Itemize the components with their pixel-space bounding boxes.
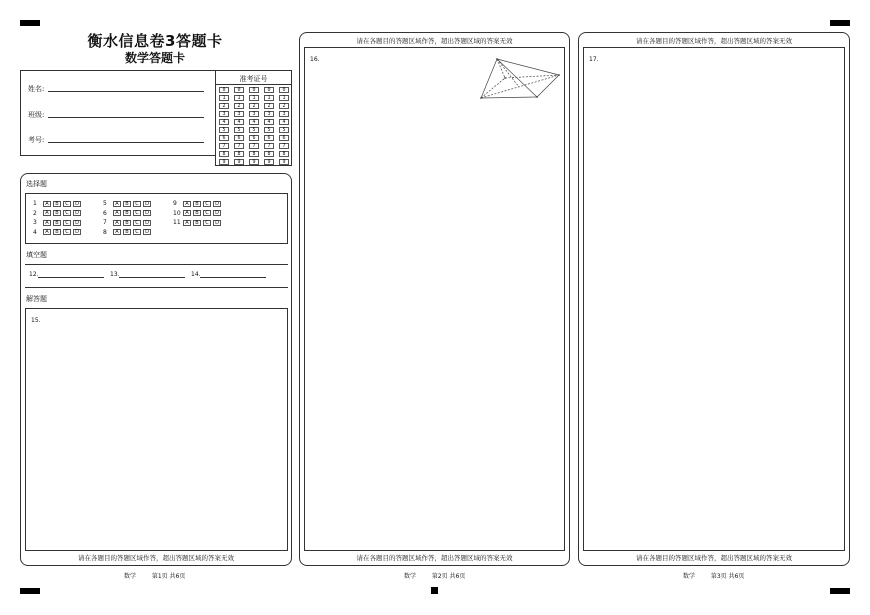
- choice-option-bubble[interactable]: D: [73, 220, 81, 226]
- choice-question-number: 10: [173, 209, 181, 217]
- choice-option-bubble[interactable]: A: [113, 210, 121, 216]
- ticket-digit-bubble[interactable]: 0: [234, 87, 244, 93]
- fill-q12-label: 12.: [29, 271, 39, 278]
- ticket-digit-bubble[interactable]: 7: [264, 143, 274, 149]
- ticket-digit-bubble[interactable]: 1: [249, 95, 259, 101]
- choice-option-bubble[interactable]: C: [63, 201, 71, 207]
- q17-answer-area[interactable]: [583, 47, 845, 551]
- ticket-digit-bubble[interactable]: 7: [279, 143, 289, 149]
- answer-panel-page2: [299, 32, 570, 566]
- choice-option-bubble[interactable]: B: [123, 220, 131, 226]
- ticket-digit-bubble[interactable]: 9: [279, 159, 289, 165]
- choice-option-bubble[interactable]: C: [133, 229, 141, 235]
- choice-option-bubble[interactable]: D: [143, 229, 151, 235]
- choice-option-bubble[interactable]: C: [63, 220, 71, 226]
- choice-question-number: 3: [33, 219, 37, 226]
- answer-panel-page3: [578, 32, 850, 566]
- choice-option-bubble[interactable]: A: [43, 201, 51, 207]
- footer-page2: [404, 571, 465, 580]
- ticket-title: 准考证号: [239, 75, 268, 83]
- choice-section-title: 选择题: [26, 180, 47, 188]
- choice-option-bubble[interactable]: B: [193, 201, 201, 207]
- footer-page: 第3页 共6页: [710, 573, 745, 580]
- choice-option-bubble[interactable]: C: [203, 210, 211, 216]
- ticket-digit-bubble[interactable]: 0: [264, 87, 274, 93]
- choice-option-bubble[interactable]: C: [133, 210, 141, 216]
- choice-question-number: 6: [103, 209, 107, 217]
- ticket-digit-bubble[interactable]: 2: [279, 103, 289, 109]
- choice-question-number: 9: [173, 200, 177, 207]
- q17-label: 17.: [589, 56, 599, 63]
- choice-option-bubble[interactable]: B: [123, 210, 131, 216]
- choice-option-bubble[interactable]: B: [53, 201, 61, 207]
- ticket-digit-bubble[interactable]: 3: [279, 111, 289, 117]
- choice-option-bubble[interactable]: A: [183, 201, 191, 207]
- pyramid-figure: [475, 53, 565, 103]
- ticket-digit-bubble[interactable]: 1: [279, 95, 289, 101]
- choice-question-row: [33, 219, 83, 227]
- choice-option-bubble[interactable]: D: [143, 220, 151, 226]
- fill-q14-label: 14.: [191, 271, 201, 278]
- choice-option-bubble[interactable]: A: [43, 220, 51, 226]
- ticket-digit-bubble[interactable]: 8: [219, 151, 229, 157]
- q16-answer-area[interactable]: [304, 47, 565, 551]
- ticket-digit-bubble[interactable]: 5: [234, 127, 244, 133]
- ticket-digit-bubble[interactable]: 9: [234, 159, 244, 165]
- ticket-digit-bubble[interactable]: 3: [234, 111, 244, 117]
- ticket-number-box: [215, 70, 292, 166]
- ticket-digit-bubble[interactable]: 0: [249, 87, 259, 93]
- choice-question-row: [33, 229, 83, 237]
- choice-option-bubble[interactable]: B: [193, 220, 201, 226]
- ticket-digit-bubble[interactable]: 8: [249, 151, 259, 157]
- notice-bottom-page3: 请在各题目的答题区域作答，超出答题区域的答案无效: [636, 554, 792, 562]
- notice-top-page2: 请在各题目的答题区域作答，超出答题区域的答案无效: [356, 37, 513, 45]
- ticket-digit-bubble[interactable]: 8: [264, 151, 274, 157]
- ticket-digit-bubble[interactable]: 2: [219, 103, 229, 109]
- choice-option-bubble[interactable]: A: [43, 229, 51, 235]
- ticket-digit-bubble[interactable]: 3: [249, 111, 259, 117]
- ticket-digit-bubble[interactable]: 6: [249, 135, 259, 141]
- fill-q13-label: 13.: [110, 271, 120, 278]
- ticket-digit-bubble[interactable]: 6: [279, 135, 289, 141]
- choice-question-number: 7: [103, 219, 107, 226]
- registration-mark: [830, 20, 850, 26]
- ticket-digit-bubble[interactable]: 5: [264, 127, 274, 133]
- class-label: 班级:: [28, 111, 45, 119]
- class-field[interactable]: [48, 117, 204, 118]
- ticket-digit-bubble[interactable]: 9: [219, 159, 229, 165]
- ticket-digit-bubble[interactable]: 0: [219, 87, 229, 93]
- footer-subject: 数学: [683, 573, 696, 580]
- choice-question-number: 8: [103, 228, 107, 236]
- name-field[interactable]: [48, 91, 204, 92]
- ticket-digit-bubble[interactable]: 7: [234, 143, 244, 149]
- ticket-digit-bubble[interactable]: 4: [219, 119, 229, 125]
- registration-mark: [20, 588, 40, 594]
- ticket-digit-bubble[interactable]: 5: [219, 127, 229, 133]
- solve-section-title: 解答题: [26, 295, 47, 303]
- ticket-digit-bubble[interactable]: 7: [249, 143, 259, 149]
- ticket-digit-bubble[interactable]: 3: [219, 111, 229, 117]
- choice-option-bubble[interactable]: D: [143, 201, 151, 207]
- ticket-digit-bubble[interactable]: 9: [249, 159, 259, 165]
- choice-box: [25, 193, 288, 244]
- ticket-digit-bubble[interactable]: 2: [249, 103, 259, 109]
- ticket-digit-bubble[interactable]: 1: [219, 95, 229, 101]
- choice-option-bubble[interactable]: A: [43, 210, 51, 216]
- ticket-digit-bubble[interactable]: 4: [249, 119, 259, 125]
- ticket-digit-bubble[interactable]: 4: [264, 119, 274, 125]
- exam-no-field[interactable]: [48, 142, 204, 143]
- choice-option-bubble[interactable]: D: [143, 210, 151, 216]
- choice-question-number: 5: [103, 200, 107, 207]
- ticket-digit-bubble[interactable]: 5: [279, 127, 289, 133]
- choice-question-number: 1: [33, 200, 37, 207]
- ticket-digit-bubble[interactable]: 3: [264, 111, 274, 117]
- choice-option-bubble[interactable]: C: [63, 229, 71, 235]
- choice-option-bubble[interactable]: B: [123, 229, 131, 235]
- registration-mark: [830, 588, 850, 594]
- ticket-digit-bubble[interactable]: 6: [234, 135, 244, 141]
- choice-option-bubble[interactable]: D: [213, 210, 221, 216]
- choice-option-bubble[interactable]: A: [113, 229, 121, 235]
- ticket-digit-bubble[interactable]: 2: [234, 103, 244, 109]
- choice-option-bubble[interactable]: B: [53, 210, 61, 216]
- choice-option-bubble[interactable]: C: [203, 220, 211, 226]
- choice-question-row: [103, 219, 153, 227]
- choice-option-bubble[interactable]: B: [193, 210, 201, 216]
- footer-subject: 数学: [124, 573, 137, 580]
- ticket-digit-bubble[interactable]: 8: [234, 151, 244, 157]
- notice-top-page3: 请在各题目的答题区域作答，超出答题区域的答案无效: [636, 37, 792, 45]
- footer-page1: [124, 571, 185, 580]
- fill-q13-field[interactable]: [119, 277, 185, 278]
- choice-question-row: [103, 210, 153, 218]
- choice-option-bubble[interactable]: C: [133, 220, 141, 226]
- footer-subject: 数学: [404, 573, 417, 580]
- choice-option-bubble[interactable]: C: [203, 201, 211, 207]
- footer-page: 第2页 共6页: [431, 573, 466, 580]
- sheet-subtitle: 数学答题卡: [124, 51, 185, 65]
- choice-option-bubble[interactable]: D: [213, 220, 221, 226]
- registration-mark: [20, 20, 40, 26]
- fill-q14-field[interactable]: [200, 277, 266, 278]
- answer-panel-page1: [20, 173, 292, 566]
- ticket-digit-bubble[interactable]: 6: [264, 135, 274, 141]
- choice-question-number: 2: [33, 209, 37, 217]
- choice-option-bubble[interactable]: D: [213, 201, 221, 207]
- choice-question-row: [173, 200, 223, 208]
- ticket-digit-bubble[interactable]: 0: [279, 87, 289, 93]
- ticket-digit-bubble[interactable]: 4: [279, 119, 289, 125]
- choice-question-row: [173, 219, 223, 227]
- choice-question-number: 11: [173, 219, 181, 226]
- sheet-title: 衡水信息卷3答题卡: [87, 32, 223, 50]
- ticket-digit-bubble[interactable]: 8: [279, 151, 289, 157]
- q15-label: 15.: [31, 317, 41, 324]
- ticket-digit-bubble[interactable]: 1: [264, 95, 274, 101]
- fill-section-title: 填空题: [26, 251, 47, 259]
- q16-label: 16.: [310, 56, 320, 63]
- registration-mark: [431, 587, 438, 594]
- choice-question-row: [173, 210, 223, 218]
- footer-page3: [683, 571, 744, 580]
- notice-bottom-page1: 请在各题目的答题区域作答，超出答题区域的答案无效: [78, 554, 234, 562]
- notice-bottom-page2: 请在各题目的答题区域作答，超出答题区域的答案无效: [356, 554, 513, 562]
- choice-option-bubble[interactable]: A: [113, 220, 121, 226]
- choice-option-bubble[interactable]: B: [53, 220, 61, 226]
- choice-option-bubble[interactable]: D: [73, 229, 81, 235]
- choice-option-bubble[interactable]: D: [73, 201, 81, 207]
- choice-option-bubble[interactable]: A: [113, 201, 121, 207]
- footer-page: 第1页 共6页: [151, 573, 186, 580]
- fill-q12-field[interactable]: [38, 277, 104, 278]
- ticket-digit-bubble[interactable]: 2: [264, 103, 274, 109]
- student-info-box: [20, 70, 216, 156]
- ticket-digit-bubble[interactable]: 9: [264, 159, 274, 165]
- choice-question-row: [103, 229, 153, 237]
- choice-option-bubble[interactable]: C: [63, 210, 71, 216]
- choice-option-bubble[interactable]: B: [53, 229, 61, 235]
- ticket-digit-bubble[interactable]: 4: [234, 119, 244, 125]
- choice-question-row: [103, 200, 153, 208]
- name-label: 姓名:: [28, 85, 45, 93]
- choice-option-bubble[interactable]: D: [73, 210, 81, 216]
- ticket-digit-bubble[interactable]: 1: [234, 95, 244, 101]
- choice-question-number: 4: [33, 228, 37, 236]
- ticket-digit-bubble[interactable]: 5: [249, 127, 259, 133]
- choice-question-row: [33, 210, 83, 218]
- exam-no-label: 考号:: [28, 136, 45, 144]
- ticket-digit-bubble[interactable]: 7: [219, 143, 229, 149]
- ticket-digit-bubble[interactable]: 6: [219, 135, 229, 141]
- choice-option-bubble[interactable]: B: [123, 201, 131, 207]
- choice-option-bubble[interactable]: A: [183, 210, 191, 216]
- q15-answer-area[interactable]: [25, 308, 288, 551]
- choice-question-row: [33, 200, 83, 208]
- choice-option-bubble[interactable]: C: [133, 201, 141, 207]
- choice-option-bubble[interactable]: A: [183, 220, 191, 226]
